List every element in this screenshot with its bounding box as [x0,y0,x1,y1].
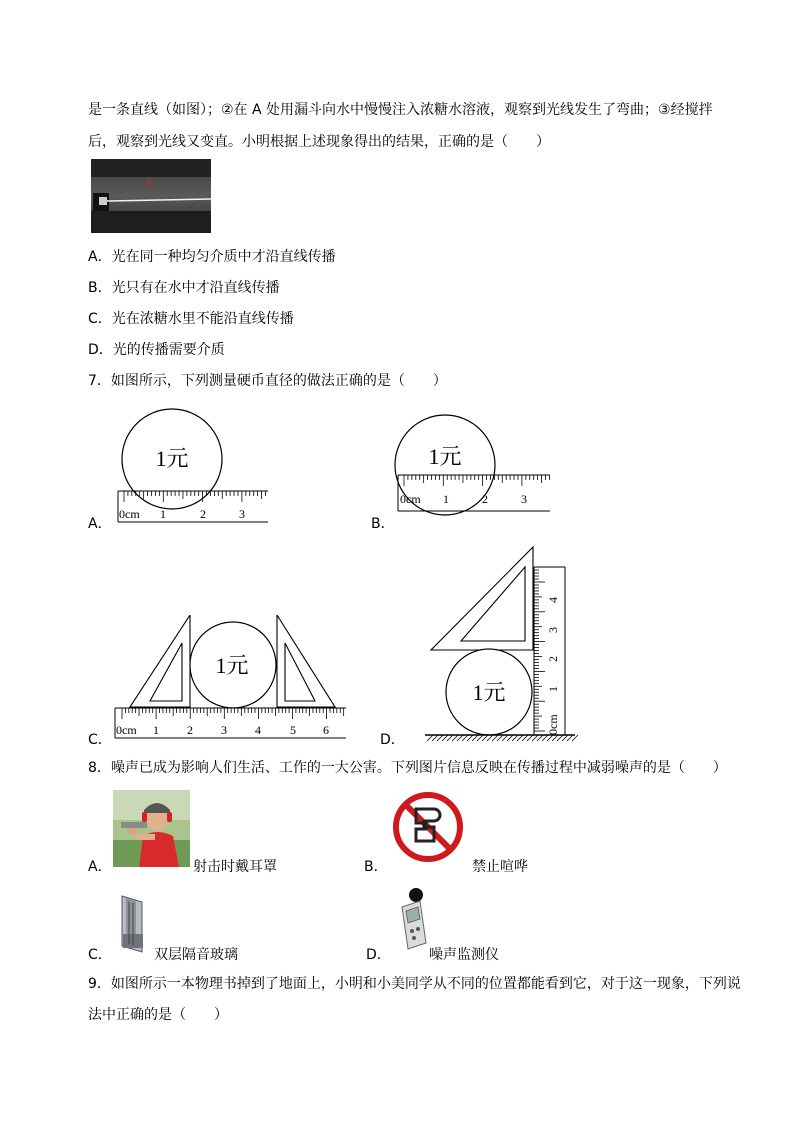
ground-hatch [482,735,488,741]
ground-hatch [527,735,533,741]
ruler-d-label-1: 1 [546,686,560,692]
ground-hatch [442,735,448,741]
ruler-a-label-1: 1 [160,507,166,521]
ground-hatch [502,735,508,741]
ground-hatch [572,735,578,741]
ground-hatch [432,735,438,741]
q8-label-c: C． [88,947,112,963]
coin-label: 1元 [428,444,462,469]
no-shouting-sign-icon [386,791,470,863]
photo-point-a-label: A [145,177,153,189]
q6-text-line1: 是一条直线（如图）；②在 A 处用漏斗向水中慢慢注入浓糖水溶液，观察到光线发生了弯曲；③经搅拌 [88,102,713,118]
ruler-a-label-0: 0cm [119,507,140,521]
q6-option-d: D．光的传播需要介质 [88,342,225,358]
ruler-d-label-4: 4 [546,597,560,603]
ground-hatch [507,735,513,741]
ruler-c-label-2: 2 [187,723,193,737]
ground-hatch [562,735,568,741]
q8-caption-d: 噪声监测仪 [429,947,499,963]
ground-hatch [522,735,528,741]
ground-hatch [427,735,433,741]
q8-label-d: D． [366,947,391,963]
set-square [431,547,533,650]
ruler-c-label-3: 3 [221,723,227,737]
coin-label: 1元 [472,680,506,705]
ground-hatch [542,735,548,741]
ruler-a-label-2: 2 [200,507,206,521]
ground-hatch [457,735,463,741]
q8-label-b: B． [364,859,388,875]
ruler-c-label-4: 4 [255,723,261,737]
q7-label-a: A． [88,516,112,532]
ground-hatch [472,735,478,741]
q8-label-a: A． [88,859,112,875]
ruler-c-label-5: 5 [290,723,296,737]
ground-hatch [437,735,443,741]
q7-figure-c [110,615,355,740]
ground-hatch [487,735,493,741]
ground-hatch [452,735,458,741]
q6-option-c: C．光在浓糖水里不能沿直线传播 [88,311,294,327]
q6-option-a: A．光在同一种均匀介质中才沿直线传播 [88,249,336,265]
q9-text-line2: 法中正确的是（ ） [88,1007,228,1023]
ruler-b-label-3: 3 [521,492,527,506]
ruler-c-label-0: 0cm [116,723,137,737]
ground-hatch [477,735,483,741]
ground-hatch [467,735,473,741]
ground-hatch [447,735,453,741]
ruler-d [534,567,565,735]
ground-hatch [512,735,518,741]
ruler-a-label-3: 3 [239,507,245,521]
ruler-d-label-3: 3 [546,627,560,633]
q7-figure-a [110,405,280,535]
light-beam-photo [91,159,211,233]
q7-label-d: D． [380,732,405,748]
shooter-earmuffs-photo [113,790,190,867]
q7-stem: 7．如图所示，下列测量硬币直径的做法正确的是（ ） [88,373,447,389]
q7-figure-d [405,545,585,745]
ruler-b-label-2: 2 [482,492,488,506]
q6-text-line2: 后，观察到光线又变直。小明根据上述现象得出的结果，正确的是（ ） [88,134,550,150]
q9-text-line1: 9．如图所示一本物理书掉到了地面上，小明和小美同学从不同的位置都能看到它，对于这一现象，下列说 [88,976,741,992]
ground-hatch [517,735,523,741]
ground-hatch [537,735,543,741]
ruler-c-label-1: 1 [153,723,159,737]
coin-label: 1元 [215,653,249,678]
ground-hatch [532,735,538,741]
ruler-d-label-2: 2 [546,656,560,662]
q8-caption-c: 双层隔音玻璃 [154,947,238,963]
q8-caption-a: 射击时戴耳罩 [193,859,277,875]
ruler-b-label-1: 1 [443,492,449,506]
q7-figure-b [390,405,560,535]
q7-label-c: C． [88,732,112,748]
ruler-b-label-0: 0cm [400,492,421,506]
ground-hatch [462,735,468,741]
double-glazed-window-icon [112,894,154,954]
q8-caption-b: 禁止喧哗 [472,859,528,875]
set-square-right [277,615,335,707]
ruler-d-label-0: 0cm [546,714,560,735]
ruler-c [115,708,346,738]
ground-hatch [497,735,503,741]
q6-option-b: B．光只有在水中才沿直线传播 [88,280,280,296]
sound-level-meter-icon [390,887,430,955]
ruler-c-label-6: 6 [323,723,329,737]
ground-hatch [492,735,498,741]
q7-label-b: B． [371,516,395,532]
set-square-left [130,615,190,707]
q8-stem: 8．噪声已成为影响人们生活、工作的一大公害。下列图片信息反映在传播过程中减弱噪声的是（ ） [88,760,727,776]
coin-label: 1元 [155,446,189,471]
ruler-a [118,491,268,522]
ground-hatch [567,735,573,741]
